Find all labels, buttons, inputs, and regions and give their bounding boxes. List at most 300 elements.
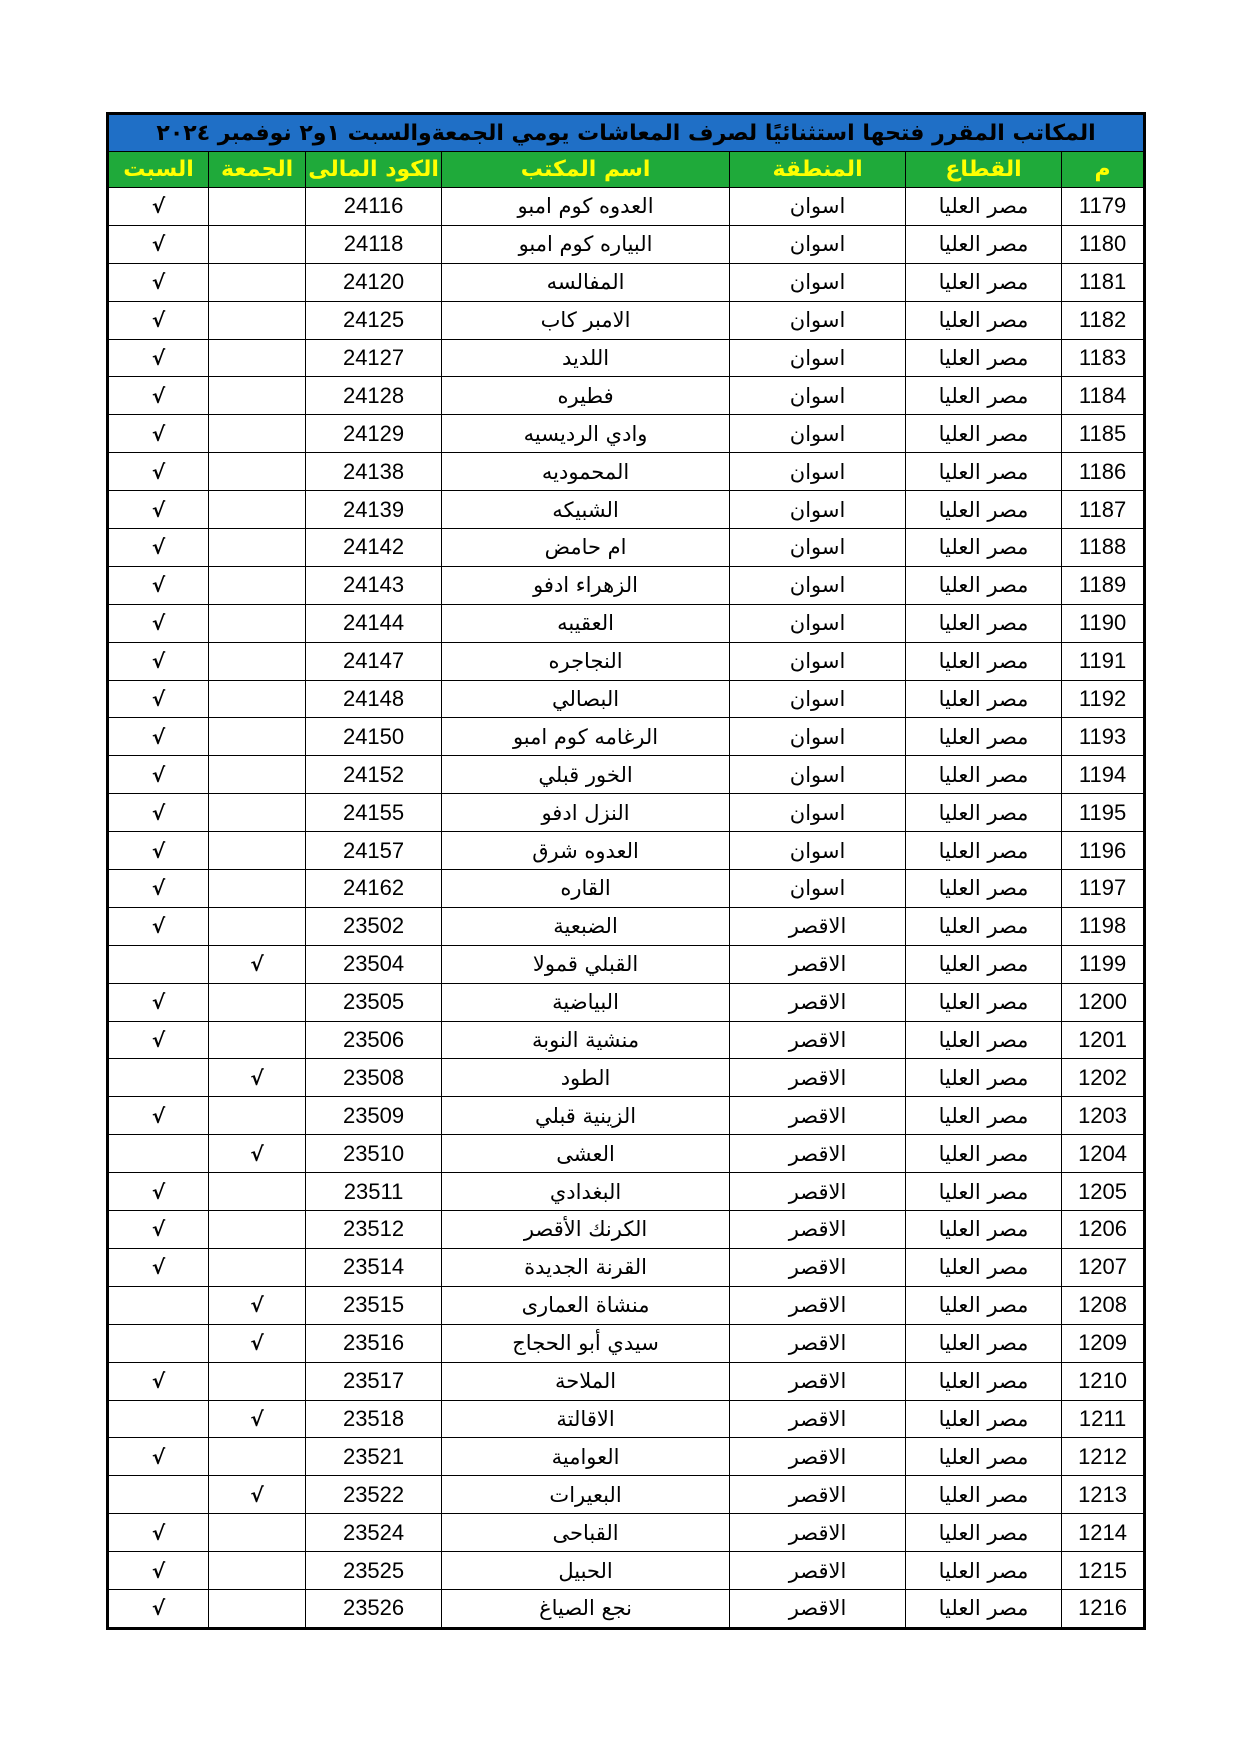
cell-m: 1200 — [1062, 983, 1145, 1021]
cell-office-name: الكرنك الأقصر — [442, 1211, 730, 1249]
cell-friday — [209, 188, 306, 226]
cell-m: 1189 — [1062, 566, 1145, 604]
cell-office-name: البصالي — [442, 680, 730, 718]
cell-m: 1205 — [1062, 1173, 1145, 1211]
table-row — [108, 1400, 1145, 1438]
cell-region: الاقصر — [730, 907, 906, 945]
cell-region: اسوان — [730, 491, 906, 529]
cell-sector: مصر العليا — [906, 301, 1062, 339]
header-region: المنطقة — [730, 152, 906, 188]
cell-region: الاقصر — [730, 1097, 906, 1135]
cell-region: اسوان — [730, 377, 906, 415]
cell-m: 1198 — [1062, 907, 1145, 945]
cell-friday: √ — [209, 1059, 306, 1097]
cell-m: 1201 — [1062, 1021, 1145, 1059]
cell-m: 1179 — [1062, 188, 1145, 226]
cell-office-name: الزينية قبلي — [442, 1097, 730, 1135]
cell-sector: مصر العليا — [906, 339, 1062, 377]
cell-saturday: √ — [108, 1173, 209, 1211]
cell-saturday — [108, 1059, 209, 1097]
cell-m: 1184 — [1062, 377, 1145, 415]
cell-friday: √ — [209, 1135, 306, 1173]
cell-m: 1208 — [1062, 1286, 1145, 1324]
cell-region: الاقصر — [730, 1438, 906, 1476]
cell-sector: مصر العليا — [906, 1135, 1062, 1173]
cell-sector: مصر العليا — [906, 983, 1062, 1021]
cell-sector: مصر العليا — [906, 1286, 1062, 1324]
cell-office-name: العوامية — [442, 1438, 730, 1476]
cell-friday — [209, 680, 306, 718]
cell-office-name: البياضية — [442, 983, 730, 1021]
cell-office-name: القرنة الجديدة — [442, 1248, 730, 1286]
cell-saturday: √ — [108, 529, 209, 567]
cell-sector: مصر العليا — [906, 604, 1062, 642]
cell-saturday: √ — [108, 453, 209, 491]
cell-finance-code: 23517 — [306, 1362, 442, 1400]
cell-finance-code: 23512 — [306, 1211, 442, 1249]
cell-m: 1186 — [1062, 453, 1145, 491]
table-row — [108, 1286, 1145, 1324]
cell-sector: مصر العليا — [906, 1552, 1062, 1590]
cell-region: الاقصر — [730, 1248, 906, 1286]
cell-finance-code: 24155 — [306, 794, 442, 832]
cell-finance-code: 23514 — [306, 1248, 442, 1286]
cell-office-name: وادي الرديسيه — [442, 415, 730, 453]
cell-sector: مصر العليا — [906, 1400, 1062, 1438]
cell-friday — [209, 566, 306, 604]
table-row — [108, 870, 1145, 908]
page-title: المكاتب المقرر فتحها استثنائيًا لصرف المعاشات يومي الجمعةوالسبت ١و٢ نوفمبر ٢٠٢٤ — [108, 114, 1145, 152]
cell-saturday: √ — [108, 1552, 209, 1590]
cell-region: الاقصر — [730, 1286, 906, 1324]
cell-saturday: √ — [108, 415, 209, 453]
cell-office-name: فطيره — [442, 377, 730, 415]
table-row — [108, 1173, 1145, 1211]
cell-sector: مصر العليا — [906, 1476, 1062, 1514]
cell-region: الاقصر — [730, 1514, 906, 1552]
table-row — [108, 1211, 1145, 1249]
table-row — [108, 1059, 1145, 1097]
cell-saturday: √ — [108, 794, 209, 832]
table-body — [108, 188, 1145, 1629]
cell-friday — [209, 1589, 306, 1628]
cell-saturday: √ — [108, 642, 209, 680]
cell-m: 1181 — [1062, 263, 1145, 301]
cell-friday — [209, 263, 306, 301]
cell-sector: مصر العليا — [906, 188, 1062, 226]
cell-friday — [209, 1248, 306, 1286]
cell-sector: مصر العليا — [906, 1362, 1062, 1400]
cell-sector: مصر العليا — [906, 680, 1062, 718]
cell-saturday — [108, 1476, 209, 1514]
cell-region: اسوان — [730, 301, 906, 339]
cell-finance-code: 23521 — [306, 1438, 442, 1476]
cell-m: 1193 — [1062, 718, 1145, 756]
cell-friday: √ — [209, 1286, 306, 1324]
cell-finance-code: 24144 — [306, 604, 442, 642]
table-row — [108, 718, 1145, 756]
header-row — [108, 152, 1145, 188]
cell-finance-code: 24120 — [306, 263, 442, 301]
cell-region: اسوان — [730, 339, 906, 377]
cell-region: الاقصر — [730, 945, 906, 983]
table-row — [108, 339, 1145, 377]
cell-sector: مصر العليا — [906, 907, 1062, 945]
table-row — [108, 1362, 1145, 1400]
cell-sector: مصر العليا — [906, 870, 1062, 908]
cell-region: اسوان — [730, 718, 906, 756]
cell-finance-code: 24138 — [306, 453, 442, 491]
table-row — [108, 1514, 1145, 1552]
cell-finance-code: 23504 — [306, 945, 442, 983]
cell-region: الاقصر — [730, 1021, 906, 1059]
cell-finance-code: 23522 — [306, 1476, 442, 1514]
cell-friday — [209, 301, 306, 339]
cell-office-name: النزل ادفو — [442, 794, 730, 832]
cell-sector: مصر العليا — [906, 453, 1062, 491]
cell-sector: مصر العليا — [906, 1097, 1062, 1135]
cell-m: 1215 — [1062, 1552, 1145, 1590]
cell-m: 1190 — [1062, 604, 1145, 642]
cell-friday — [209, 604, 306, 642]
cell-region: الاقصر — [730, 1362, 906, 1400]
cell-m: 1192 — [1062, 680, 1145, 718]
header-sector: القطاع — [906, 152, 1062, 188]
cell-friday — [209, 225, 306, 263]
cell-finance-code: 23524 — [306, 1514, 442, 1552]
cell-friday — [209, 453, 306, 491]
header-m: م — [1062, 152, 1145, 188]
cell-sector: مصر العليا — [906, 756, 1062, 794]
header-friday: الجمعة — [209, 152, 306, 188]
cell-office-name: منشية النوبة — [442, 1021, 730, 1059]
table-row — [108, 1324, 1145, 1362]
cell-saturday: √ — [108, 301, 209, 339]
cell-saturday: √ — [108, 1438, 209, 1476]
cell-friday — [209, 1173, 306, 1211]
cell-sector: مصر العليا — [906, 1248, 1062, 1286]
cell-friday — [209, 1552, 306, 1590]
cell-region: اسوان — [730, 756, 906, 794]
cell-saturday — [108, 1286, 209, 1324]
cell-saturday — [108, 1135, 209, 1173]
cell-friday: √ — [209, 945, 306, 983]
cell-sector: مصر العليا — [906, 1589, 1062, 1628]
cell-sector: مصر العليا — [906, 718, 1062, 756]
offices-table — [106, 112, 1146, 1630]
cell-sector: مصر العليا — [906, 945, 1062, 983]
cell-m: 1204 — [1062, 1135, 1145, 1173]
cell-sector: مصر العليا — [906, 1514, 1062, 1552]
cell-finance-code: 24150 — [306, 718, 442, 756]
cell-region: الاقصر — [730, 983, 906, 1021]
cell-office-name: العقيبه — [442, 604, 730, 642]
cell-friday — [209, 718, 306, 756]
cell-sector: مصر العليا — [906, 1324, 1062, 1362]
cell-friday — [209, 642, 306, 680]
cell-sector: مصر العليا — [906, 1211, 1062, 1249]
cell-sector: مصر العليا — [906, 1173, 1062, 1211]
cell-office-name: الخور قبلي — [442, 756, 730, 794]
cell-saturday: √ — [108, 870, 209, 908]
cell-friday — [209, 1514, 306, 1552]
cell-office-name: اللديد — [442, 339, 730, 377]
cell-region: اسوان — [730, 832, 906, 870]
cell-office-name: ام حامض — [442, 529, 730, 567]
cell-sector: مصر العليا — [906, 566, 1062, 604]
header-saturday: السبت — [108, 152, 209, 188]
table-row — [108, 188, 1145, 226]
cell-office-name: البياره كوم امبو — [442, 225, 730, 263]
cell-finance-code: 24147 — [306, 642, 442, 680]
cell-m: 1212 — [1062, 1438, 1145, 1476]
cell-office-name: الشبيكه — [442, 491, 730, 529]
cell-friday — [209, 491, 306, 529]
cell-sector: مصر العليا — [906, 1021, 1062, 1059]
cell-saturday — [108, 1400, 209, 1438]
cell-finance-code: 24162 — [306, 870, 442, 908]
cell-finance-code: 23515 — [306, 1286, 442, 1324]
cell-finance-code: 24157 — [306, 832, 442, 870]
cell-saturday: √ — [108, 188, 209, 226]
cell-region: اسوان — [730, 225, 906, 263]
table-row — [108, 1021, 1145, 1059]
cell-region: الاقصر — [730, 1173, 906, 1211]
cell-region: اسوان — [730, 642, 906, 680]
cell-saturday: √ — [108, 1248, 209, 1286]
cell-m: 1183 — [1062, 339, 1145, 377]
cell-sector: مصر العليا — [906, 225, 1062, 263]
cell-finance-code: 24139 — [306, 491, 442, 529]
cell-region: اسوان — [730, 415, 906, 453]
cell-finance-code: 24116 — [306, 188, 442, 226]
table-row — [108, 794, 1145, 832]
cell-region: اسوان — [730, 453, 906, 491]
table-row — [108, 225, 1145, 263]
table-row — [108, 263, 1145, 301]
cell-friday — [209, 870, 306, 908]
cell-region: اسوان — [730, 794, 906, 832]
header-office-name: اسم المكتب — [442, 152, 730, 188]
table-row — [108, 642, 1145, 680]
cell-m: 1206 — [1062, 1211, 1145, 1249]
cell-finance-code: 23518 — [306, 1400, 442, 1438]
table-row — [108, 1135, 1145, 1173]
cell-finance-code: 24125 — [306, 301, 442, 339]
table-row — [108, 907, 1145, 945]
cell-sector: مصر العليا — [906, 529, 1062, 567]
cell-region: الاقصر — [730, 1059, 906, 1097]
cell-friday — [209, 1021, 306, 1059]
cell-region: اسوان — [730, 529, 906, 567]
cell-office-name: المحموديه — [442, 453, 730, 491]
cell-finance-code: 23505 — [306, 983, 442, 1021]
cell-saturday: √ — [108, 377, 209, 415]
cell-m: 1203 — [1062, 1097, 1145, 1135]
cell-m: 1191 — [1062, 642, 1145, 680]
cell-saturday: √ — [108, 1097, 209, 1135]
cell-saturday: √ — [108, 491, 209, 529]
cell-region: الاقصر — [730, 1589, 906, 1628]
cell-region: الاقصر — [730, 1476, 906, 1514]
cell-saturday — [108, 945, 209, 983]
cell-office-name: الضبعية — [442, 907, 730, 945]
cell-finance-code: 23506 — [306, 1021, 442, 1059]
cell-sector: مصر العليا — [906, 832, 1062, 870]
cell-friday — [209, 415, 306, 453]
cell-m: 1209 — [1062, 1324, 1145, 1362]
cell-office-name: العدوه كوم امبو — [442, 188, 730, 226]
cell-region: الاقصر — [730, 1211, 906, 1249]
cell-finance-code: 23508 — [306, 1059, 442, 1097]
cell-saturday: √ — [108, 1514, 209, 1552]
cell-office-name: المفالسه — [442, 263, 730, 301]
offices-sheet — [106, 112, 1143, 1630]
cell-saturday — [108, 1324, 209, 1362]
table-row — [108, 377, 1145, 415]
cell-region: الاقصر — [730, 1324, 906, 1362]
cell-m: 1195 — [1062, 794, 1145, 832]
cell-finance-code: 23510 — [306, 1135, 442, 1173]
cell-sector: مصر العليا — [906, 491, 1062, 529]
cell-finance-code: 24128 — [306, 377, 442, 415]
cell-friday — [209, 339, 306, 377]
table-row — [108, 1248, 1145, 1286]
cell-region: الاقصر — [730, 1552, 906, 1590]
table-row — [108, 491, 1145, 529]
header-finance-code: الكود المالى — [306, 152, 442, 188]
cell-saturday: √ — [108, 832, 209, 870]
table-row — [108, 832, 1145, 870]
cell-finance-code: 24118 — [306, 225, 442, 263]
cell-friday: √ — [209, 1476, 306, 1514]
cell-office-name: الاقالتة — [442, 1400, 730, 1438]
cell-saturday: √ — [108, 756, 209, 794]
cell-office-name: البعيرات — [442, 1476, 730, 1514]
cell-saturday: √ — [108, 907, 209, 945]
cell-office-name: الملاحة — [442, 1362, 730, 1400]
cell-saturday: √ — [108, 566, 209, 604]
cell-m: 1213 — [1062, 1476, 1145, 1514]
cell-finance-code: 24142 — [306, 529, 442, 567]
cell-saturday: √ — [108, 604, 209, 642]
cell-office-name: الحبيل — [442, 1552, 730, 1590]
cell-saturday: √ — [108, 983, 209, 1021]
cell-friday — [209, 907, 306, 945]
cell-region: اسوان — [730, 680, 906, 718]
cell-office-name: القاره — [442, 870, 730, 908]
cell-sector: مصر العليا — [906, 642, 1062, 680]
cell-office-name: العدوه شرق — [442, 832, 730, 870]
cell-m: 1197 — [1062, 870, 1145, 908]
cell-m: 1182 — [1062, 301, 1145, 339]
cell-friday — [209, 1362, 306, 1400]
table-row — [108, 1552, 1145, 1590]
table-row — [108, 415, 1145, 453]
cell-finance-code: 23509 — [306, 1097, 442, 1135]
cell-m: 1196 — [1062, 832, 1145, 870]
table-row — [108, 680, 1145, 718]
cell-finance-code: 24143 — [306, 566, 442, 604]
cell-saturday: √ — [108, 1021, 209, 1059]
title-row — [108, 114, 1145, 152]
cell-region: اسوان — [730, 263, 906, 301]
cell-office-name: نجع الصياغ — [442, 1589, 730, 1628]
cell-m: 1188 — [1062, 529, 1145, 567]
table-row — [108, 566, 1145, 604]
cell-saturday: √ — [108, 680, 209, 718]
cell-sector: مصر العليا — [906, 377, 1062, 415]
cell-finance-code: 24148 — [306, 680, 442, 718]
cell-saturday: √ — [108, 1589, 209, 1628]
cell-region: اسوان — [730, 604, 906, 642]
cell-m: 1185 — [1062, 415, 1145, 453]
cell-m: 1180 — [1062, 225, 1145, 263]
cell-office-name: العشى — [442, 1135, 730, 1173]
cell-finance-code: 24127 — [306, 339, 442, 377]
cell-m: 1216 — [1062, 1589, 1145, 1628]
cell-m: 1199 — [1062, 945, 1145, 983]
cell-m: 1210 — [1062, 1362, 1145, 1400]
table-row — [108, 453, 1145, 491]
cell-sector: مصر العليا — [906, 415, 1062, 453]
cell-region: الاقصر — [730, 1400, 906, 1438]
cell-office-name: القباحى — [442, 1514, 730, 1552]
cell-saturday: √ — [108, 339, 209, 377]
cell-friday: √ — [209, 1324, 306, 1362]
cell-office-name: منشاة العمارى — [442, 1286, 730, 1324]
cell-sector: مصر العليا — [906, 1059, 1062, 1097]
cell-region: الاقصر — [730, 1135, 906, 1173]
cell-friday — [209, 529, 306, 567]
table-row — [108, 604, 1145, 642]
cell-region: اسوان — [730, 188, 906, 226]
cell-finance-code: 23511 — [306, 1173, 442, 1211]
cell-office-name: النجاجره — [442, 642, 730, 680]
cell-office-name: الطود — [442, 1059, 730, 1097]
cell-friday — [209, 983, 306, 1021]
cell-friday — [209, 794, 306, 832]
cell-finance-code: 23516 — [306, 1324, 442, 1362]
cell-m: 1202 — [1062, 1059, 1145, 1097]
cell-m: 1187 — [1062, 491, 1145, 529]
table-row — [108, 945, 1145, 983]
cell-saturday: √ — [108, 225, 209, 263]
cell-friday — [209, 832, 306, 870]
cell-friday — [209, 377, 306, 415]
table-row — [108, 756, 1145, 794]
cell-m: 1214 — [1062, 1514, 1145, 1552]
cell-saturday: √ — [108, 263, 209, 301]
cell-finance-code: 23525 — [306, 1552, 442, 1590]
table-row — [108, 529, 1145, 567]
cell-finance-code: 23502 — [306, 907, 442, 945]
cell-office-name: الرغامه كوم امبو — [442, 718, 730, 756]
cell-saturday: √ — [108, 718, 209, 756]
cell-friday — [209, 756, 306, 794]
cell-office-name: البغدادي — [442, 1173, 730, 1211]
table-row — [108, 1097, 1145, 1135]
cell-office-name: الامبر كاب — [442, 301, 730, 339]
cell-m: 1194 — [1062, 756, 1145, 794]
cell-sector: مصر العليا — [906, 263, 1062, 301]
cell-friday: √ — [209, 1400, 306, 1438]
cell-sector: مصر العليا — [906, 1438, 1062, 1476]
table-row — [108, 1476, 1145, 1514]
cell-finance-code: 24129 — [306, 415, 442, 453]
cell-finance-code: 24152 — [306, 756, 442, 794]
cell-friday — [209, 1211, 306, 1249]
